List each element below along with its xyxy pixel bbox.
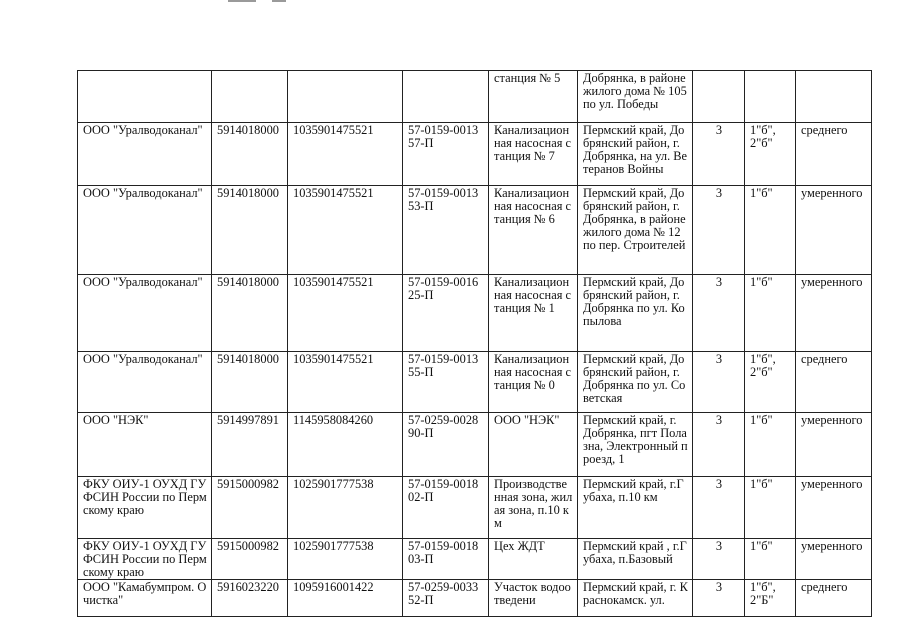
object-code-cell-text: 57-0159-001353-П xyxy=(408,186,479,213)
inn-cell xyxy=(212,71,288,123)
category-cell xyxy=(693,477,745,539)
category-cell-text: 3 xyxy=(715,123,723,137)
scan-artifact-mark xyxy=(228,0,256,2)
class-cell-text: 1"б" xyxy=(750,413,773,427)
category-cell-text: 3 xyxy=(715,580,723,594)
ogrn-cell-text: 1035901475521 xyxy=(293,352,374,366)
risk-level-cell-text: среднего xyxy=(801,580,848,594)
object-name-cell xyxy=(489,477,578,539)
object-code-cell xyxy=(403,413,489,477)
risk-level-cell-text: умеренного xyxy=(801,413,863,427)
address-cell xyxy=(578,580,693,617)
object-code-cell-text: 57-0159-001625-П xyxy=(408,275,479,302)
ogrn-cell xyxy=(288,539,403,580)
class-cell xyxy=(745,539,796,580)
category-cell xyxy=(693,352,745,413)
inn-cell-text: 5914018000 xyxy=(217,275,279,289)
inn-cell xyxy=(212,123,288,186)
class-cell xyxy=(745,477,796,539)
inn-cell xyxy=(212,477,288,539)
object-name-cell xyxy=(489,275,578,352)
inn-cell-text: 5914018000 xyxy=(217,123,279,137)
risk-level-cell xyxy=(796,539,872,580)
address-cell-text: Пермский край, г. Краснокамск. ул. xyxy=(583,580,688,607)
object-name-cell-text: ООО "НЭК" xyxy=(494,413,560,427)
org-name-cell-text: ООО "Уралводоканал" xyxy=(83,275,203,289)
scan-artifact-mark xyxy=(272,0,286,2)
risk-level-cell-text: умеренного xyxy=(801,275,863,289)
class-cell xyxy=(745,186,796,275)
object-name-cell-text: Цех ЖДТ xyxy=(494,539,545,553)
table-row xyxy=(78,186,872,275)
object-name-cell-text: Участок водоотведени xyxy=(494,580,571,607)
address-cell xyxy=(578,352,693,413)
ogrn-cell xyxy=(288,413,403,477)
table-row xyxy=(78,71,872,123)
category-cell xyxy=(693,580,745,617)
class-cell xyxy=(745,413,796,477)
org-name-cell-text: ООО "НЭК" xyxy=(83,413,149,427)
object-code-cell xyxy=(403,477,489,539)
risk-level-cell xyxy=(796,352,872,413)
object-code-cell-text: 57-0159-001357-П xyxy=(408,123,479,150)
risk-level-cell-text: среднего xyxy=(801,123,848,137)
object-code-cell-text: 57-0159-001803-П xyxy=(408,539,479,566)
risk-level-cell xyxy=(796,275,872,352)
address-cell-text: Пермский край, Добрянский район, г. Добрянка по ул. Копылова xyxy=(583,275,685,328)
risk-level-cell-text: умеренного xyxy=(801,539,863,553)
org-name-cell xyxy=(78,123,212,186)
ogrn-cell xyxy=(288,477,403,539)
category-cell-text: 3 xyxy=(715,477,723,491)
object-name-cell-text: станция № 5 xyxy=(494,71,561,85)
class-cell-text: 1"б" xyxy=(750,539,773,553)
ogrn-cell xyxy=(288,71,403,123)
ogrn-cell xyxy=(288,352,403,413)
ogrn-cell-text: 1025901777538 xyxy=(293,539,374,553)
object-name-cell xyxy=(489,123,578,186)
address-cell xyxy=(578,539,693,580)
ogrn-cell-text: 1095916001422 xyxy=(293,580,374,594)
table-row xyxy=(78,123,872,186)
inn-cell-text: 5914018000 xyxy=(217,186,279,200)
table-row xyxy=(78,477,872,539)
address-cell xyxy=(578,71,693,123)
address-cell xyxy=(578,413,693,477)
org-name-cell-text: ООО "Уралводоканал" xyxy=(83,352,203,366)
inn-cell xyxy=(212,352,288,413)
object-code-cell xyxy=(403,186,489,275)
inn-cell-text: 5914997891 xyxy=(217,413,279,427)
table-row xyxy=(78,580,872,617)
ogrn-cell-text: 1035901475521 xyxy=(293,275,374,289)
object-code-cell-text: 57-0259-002890-П xyxy=(408,413,479,440)
category-cell xyxy=(693,275,745,352)
address-cell xyxy=(578,477,693,539)
object-name-cell-text: Канализационная насосная станция № 7 xyxy=(494,123,571,163)
class-cell xyxy=(745,580,796,617)
object-code-cell xyxy=(403,71,489,123)
class-cell-text: 1"б", 2"б" xyxy=(750,352,776,379)
registry-table xyxy=(77,70,872,617)
class-cell-text: 1"б" xyxy=(750,275,773,289)
object-code-cell xyxy=(403,123,489,186)
inn-cell xyxy=(212,580,288,617)
category-cell xyxy=(693,71,745,123)
class-cell xyxy=(745,71,796,123)
ogrn-cell-text: 1035901475521 xyxy=(293,123,374,137)
object-code-cell xyxy=(403,539,489,580)
object-name-cell-text: Канализационная насосная станция № 6 xyxy=(494,186,571,226)
object-code-cell-text: 57-0159-001802-П xyxy=(408,477,479,504)
inn-cell-text: 5914018000 xyxy=(217,352,279,366)
category-cell xyxy=(693,413,745,477)
object-name-cell xyxy=(489,71,578,123)
risk-level-cell xyxy=(796,477,872,539)
ogrn-cell-text: 1025901777538 xyxy=(293,477,374,491)
inn-cell xyxy=(212,186,288,275)
category-cell-text: 3 xyxy=(715,186,723,200)
object-code-cell xyxy=(403,580,489,617)
address-cell-text: Пермский край , г.Губаха, п.Базовый xyxy=(583,539,687,566)
risk-level-cell xyxy=(796,71,872,123)
object-name-cell xyxy=(489,539,578,580)
org-name-cell xyxy=(78,477,212,539)
org-name-cell xyxy=(78,71,212,123)
category-cell-text: 3 xyxy=(715,352,723,366)
address-cell-text: Пермский край, Добрянский район, г. Добрянка, в районе жилого дома № 12 по пер. Строителей xyxy=(583,186,686,252)
org-name-cell-text: ФКУ ОИУ-1 ОУХД ГУФСИН России по Пермскому краю xyxy=(83,539,207,579)
class-cell-text: 1"б", 2"б" xyxy=(750,123,776,150)
org-name-cell xyxy=(78,275,212,352)
category-cell-text: 3 xyxy=(715,539,723,553)
address-cell xyxy=(578,186,693,275)
object-code-cell-text: 57-0159-001355-П xyxy=(408,352,479,379)
address-cell-text: Добрянка, в районе жилого дома № 105 по ул. Победы xyxy=(583,71,687,111)
class-cell-text: 1"б" xyxy=(750,186,773,200)
risk-level-cell-text: умеренного xyxy=(801,186,863,200)
object-name-cell xyxy=(489,580,578,617)
org-name-cell xyxy=(78,580,212,617)
object-name-cell xyxy=(489,352,578,413)
class-cell xyxy=(745,352,796,413)
inn-cell-text: 5915000982 xyxy=(217,539,279,553)
org-name-cell-text: ООО "Уралводоканал" xyxy=(83,186,203,200)
category-cell xyxy=(693,186,745,275)
risk-level-cell xyxy=(796,123,872,186)
table-row xyxy=(78,413,872,477)
inn-cell xyxy=(212,539,288,580)
category-cell-text: 3 xyxy=(715,275,723,289)
ogrn-cell xyxy=(288,580,403,617)
inn-cell-text: 5915000982 xyxy=(217,477,279,491)
ogrn-cell xyxy=(288,186,403,275)
object-name-cell xyxy=(489,186,578,275)
inn-cell xyxy=(212,275,288,352)
object-code-cell xyxy=(403,352,489,413)
object-name-cell xyxy=(489,413,578,477)
object-code-cell xyxy=(403,275,489,352)
inn-cell-text: 5916023220 xyxy=(217,580,279,594)
ogrn-cell-text: 1145958084260 xyxy=(293,413,374,427)
risk-level-cell xyxy=(796,413,872,477)
class-cell xyxy=(745,123,796,186)
object-name-cell-text: Производственная зона, жилая зона, п.10 км xyxy=(494,477,573,530)
org-name-cell-text: ООО "Уралводоканал" xyxy=(83,123,203,137)
category-cell-text: 3 xyxy=(715,413,723,427)
table-row xyxy=(78,352,872,413)
org-name-cell xyxy=(78,413,212,477)
address-cell-text: Пермский край, Добрянский район, г. Добрянка по ул. Советская xyxy=(583,352,686,405)
class-cell xyxy=(745,275,796,352)
table-row xyxy=(78,539,872,580)
address-cell xyxy=(578,123,693,186)
ogrn-cell xyxy=(288,275,403,352)
class-cell-text: 1"б" xyxy=(750,477,773,491)
address-cell-text: Пермский край, г. Добрянка, пгт Полазна, Электронный проезд, 1 xyxy=(583,413,688,466)
risk-level-cell xyxy=(796,186,872,275)
risk-level-cell-text: умеренного xyxy=(801,477,863,491)
address-cell-text: Пермский край, Добрянский район, г. Добрянка, на ул. Ветеранов Войны xyxy=(583,123,688,176)
object-name-cell-text: Канализационная насосная станция № 0 xyxy=(494,352,571,392)
ogrn-cell-text: 1035901475521 xyxy=(293,186,374,200)
org-name-cell xyxy=(78,352,212,413)
object-name-cell-text: Канализационная насосная станция № 1 xyxy=(494,275,571,315)
ogrn-cell xyxy=(288,123,403,186)
object-code-cell-text: 57-0259-003352-П xyxy=(408,580,479,607)
category-cell xyxy=(693,539,745,580)
class-cell-text: 1"б", 2"Б" xyxy=(750,580,776,607)
org-name-cell xyxy=(78,539,212,580)
address-cell xyxy=(578,275,693,352)
org-name-cell-text: ФКУ ОИУ-1 ОУХД ГУФСИН России по Пермскому краю xyxy=(83,477,207,517)
risk-level-cell xyxy=(796,580,872,617)
risk-level-cell-text: среднего xyxy=(801,352,848,366)
category-cell xyxy=(693,123,745,186)
org-name-cell xyxy=(78,186,212,275)
address-cell-text: Пермский край, г.Губаха, п.10 км xyxy=(583,477,684,504)
table-row xyxy=(78,275,872,352)
org-name-cell-text: ООО "Камабумпром. Очистка" xyxy=(83,580,207,607)
inn-cell xyxy=(212,413,288,477)
